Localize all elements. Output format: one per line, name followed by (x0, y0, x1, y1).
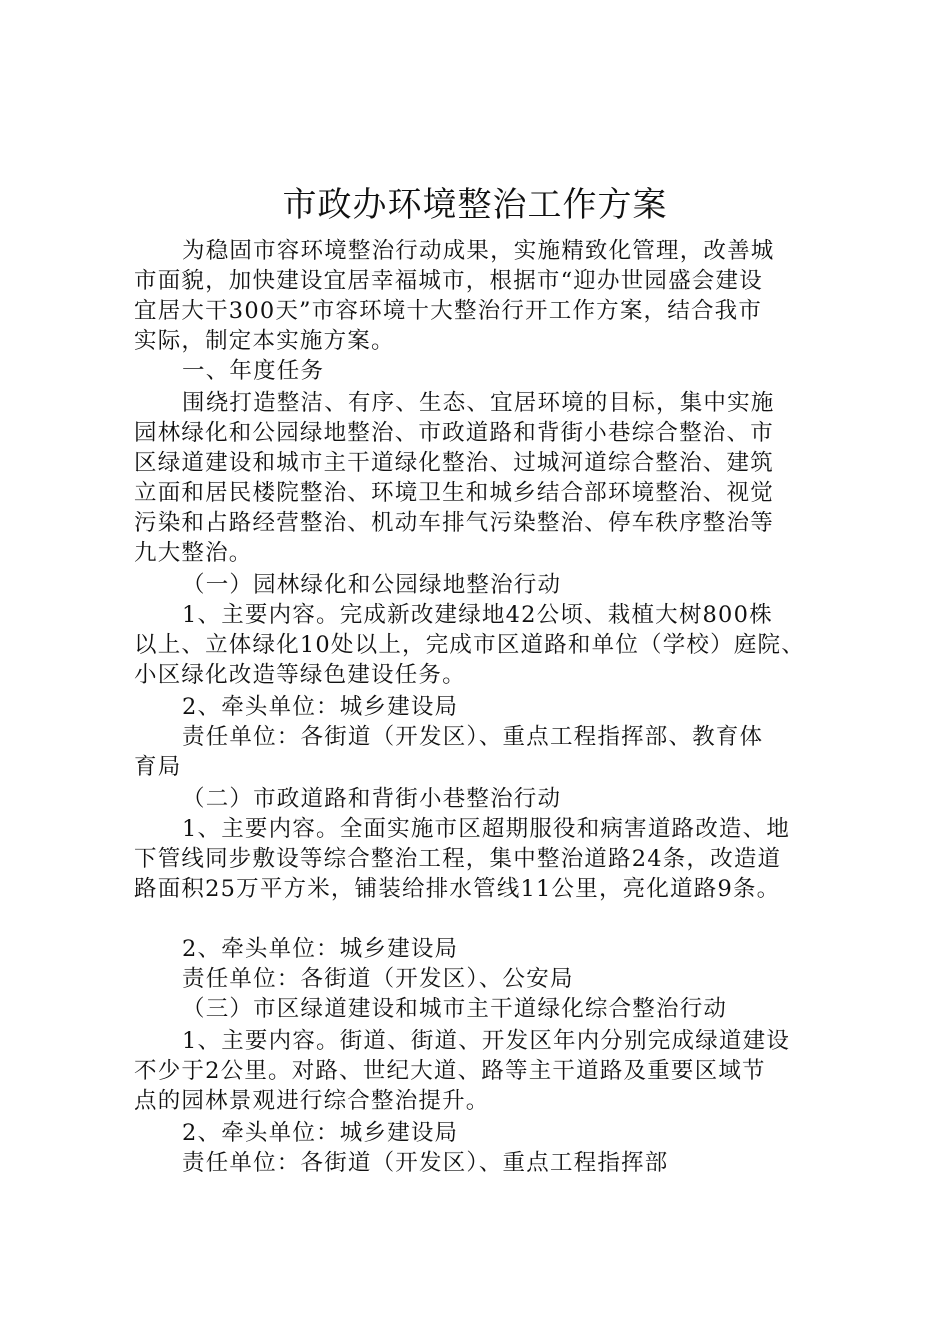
section-heading: 一、年度任务 (182, 358, 325, 384)
subsection-heading: （二）市政道路和背街小巷整治行动 (182, 786, 562, 812)
paragraph-line: 为稳固市容环境整治行动成果，实施精致化管理，改善城 (182, 238, 775, 264)
paragraph-line: 园林绿化和公园绿地整治、市政道路和背街小巷综合整治、市 (134, 420, 774, 446)
paragraph-line: 2、牵头单位：城乡建设局 (182, 1120, 459, 1146)
paragraph-line: 路面积25万平方米，铺装给排水管线11公里，亮化道路9条。 (134, 876, 781, 902)
paragraph-line: 责任单位：各街道（开发区）、公安局 (182, 966, 574, 992)
paragraph-line: 区绿道建设和城市主干道绿化整治、过城河道综合整治、建筑 (134, 450, 774, 476)
paragraph-line: 立面和居民楼院整治、环境卫生和城乡结合部环境整治、视觉 (134, 480, 774, 506)
paragraph-line: 宜居大干300天”市容环境十大整治行开工作方案，结合我市 (134, 298, 763, 324)
paragraph-line: 小区绿化改造等绿色建设任务。 (134, 662, 466, 688)
paragraph-line: 市面貌，加快建设宜居幸福城市，根据市“迎办世园盛会建设 (134, 268, 763, 294)
paragraph-line: 下管线同步敷设等综合整治工程，集中整治道路24条，改造道 (134, 846, 782, 872)
paragraph-line: 1、主要内容。街道、街道、开发区年内分别完成绿道建设 (182, 1028, 791, 1054)
paragraph-line: 污染和占路经营整治、机动车排气污染整治、停车秩序整治等 (134, 510, 774, 536)
subsection-heading: （一）园林绿化和公园绿地整治行动 (182, 572, 562, 598)
paragraph-line: 以上、立体绿化10处以上，完成市区道路和单位（学校）庭院、 (134, 632, 805, 658)
paragraph-line: 九大整治。 (134, 540, 253, 566)
document-title: 市政办环境整治工作方案 (282, 185, 668, 225)
paragraph-line: 1、主要内容。全面实施市区超期服役和病害道路改造、地 (182, 816, 791, 842)
paragraph-line: 围绕打造整洁、有序、生态、宜居环境的目标，集中实施 (182, 390, 775, 416)
paragraph-line: 育局 (134, 754, 182, 780)
paragraph-line: 2、牵头单位：城乡建设局 (182, 936, 459, 962)
paragraph-line: 不少于2公里。对路、世纪大道、路等主干道路及重要区域节 (134, 1058, 766, 1084)
subsection-heading: （三）市区绿道建设和城市主干道绿化综合整治行动 (182, 996, 728, 1022)
paragraph-line: 责任单位：各街道（开发区）、重点工程指挥部 (182, 1150, 669, 1176)
paragraph-line: 2、牵头单位：城乡建设局 (182, 694, 459, 720)
paragraph-line: 点的园林景观进行综合整治提升。 (134, 1088, 490, 1114)
paragraph-line: 实际，制定本实施方案。 (134, 328, 395, 354)
paragraph-line: 1、主要内容。完成新改建绿地42公顷、栽植大树800株 (182, 602, 773, 628)
paragraph-line: 责任单位：各街道（开发区）、重点工程指挥部、教育体 (182, 724, 764, 750)
